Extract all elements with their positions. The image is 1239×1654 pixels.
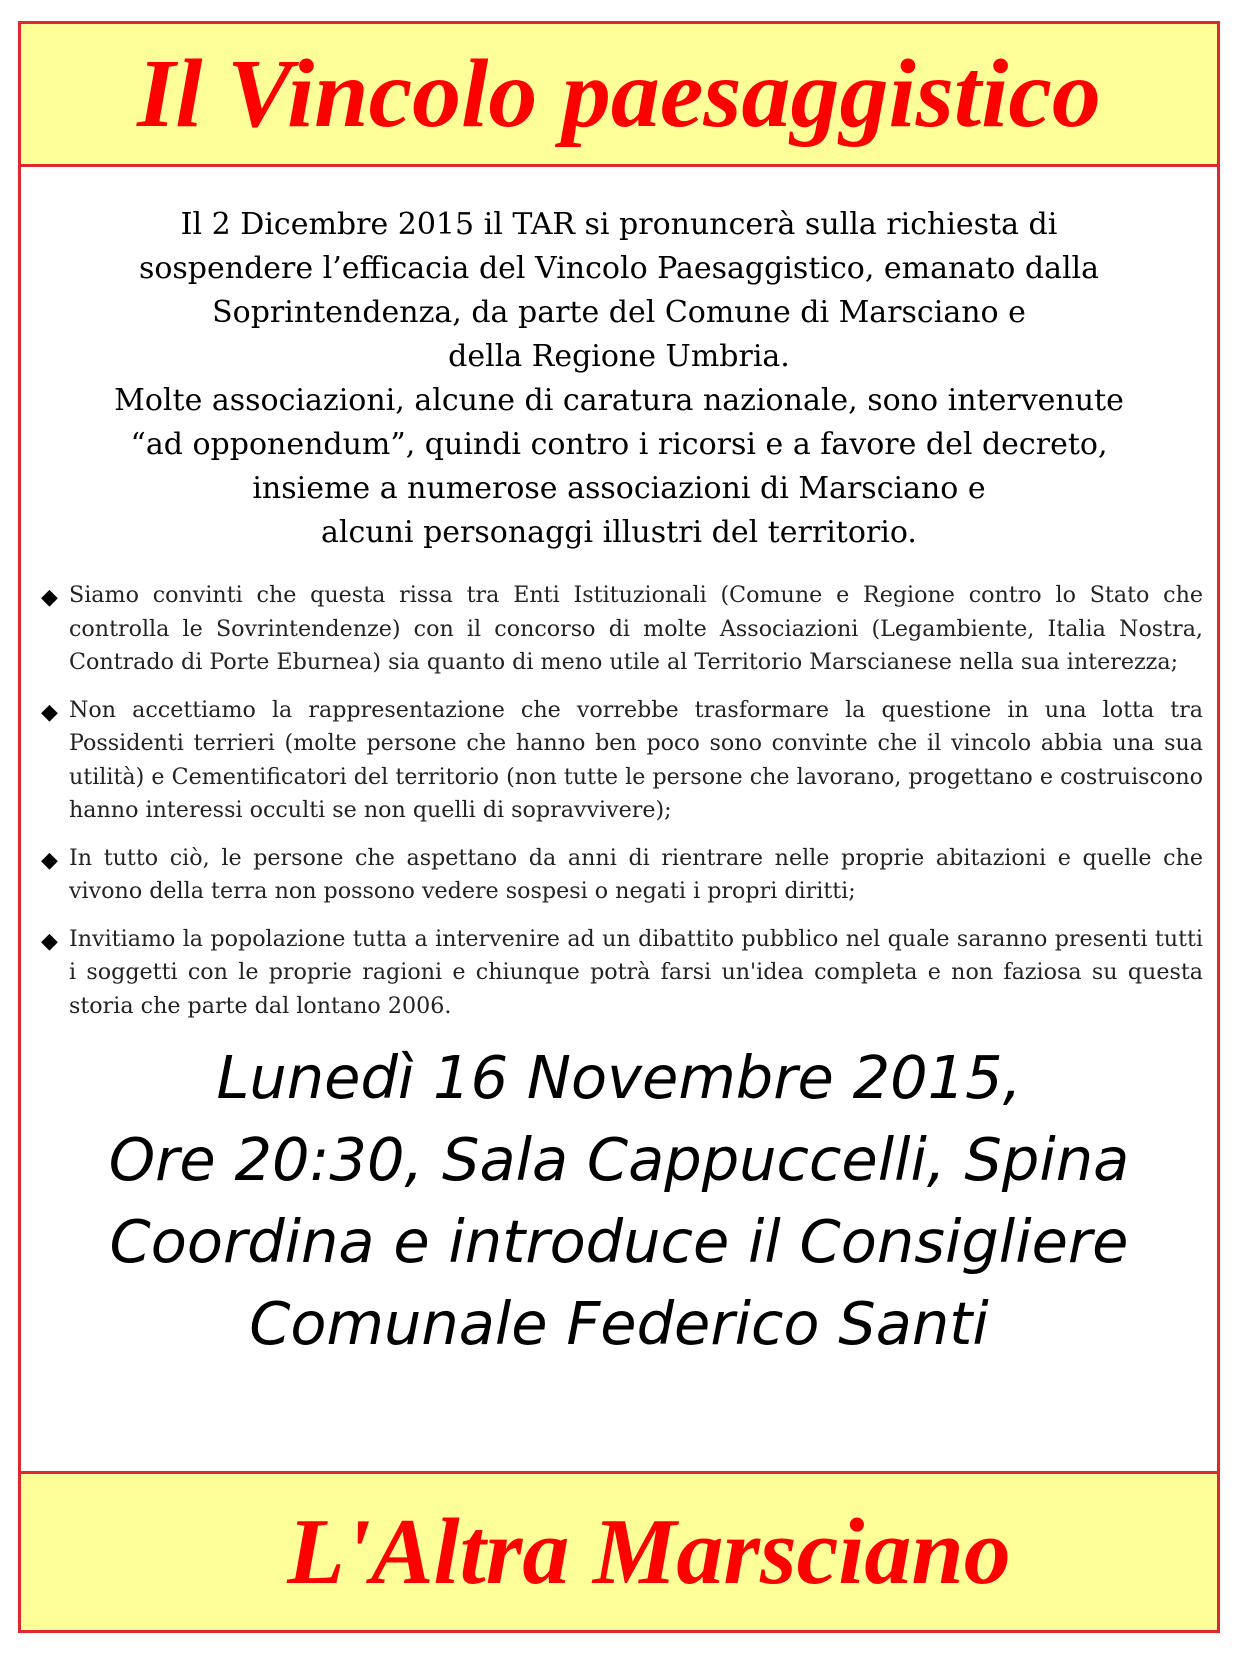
event-moderator-name: Comunale Federico Santi (249, 1289, 989, 1358)
bullet-list (41, 579, 1203, 1037)
bullet-text: Siamo convinti che questa rissa tra Enti Istituzionali (Comune e Regione contro lo Stato che controlla le Sovrintendenze) con il concorso di molte Associazioni (Legambiente, Italia Nostra, Contrado di Porte Eburnea) sia quanto di meno utile al Territorio Marscianese nella sua interezza; (69, 582, 1203, 675)
bullet-item (41, 694, 1203, 828)
intro-line: “ad opponendum”, quindi contro i ricorsi e a favore del decreto, (130, 427, 1108, 462)
poster-body (21, 167, 1217, 1471)
bullet-text: Invitiamo la popolazione tutta a intervenire ad un dibattito pubblico nel quale saranno presenti tutti i soggetti con le proprie ragioni e chiunque potrà farsi un'idea completa e non faziosa su questa storia che parte dal lontano 2006. (69, 925, 1203, 1019)
intro-line: sospendere l’efficacia del Vincolo Paesaggistico, emanato dalla (138, 251, 1100, 286)
event-date: Lunedì 16 Novembre 2015, (216, 1043, 1022, 1112)
bullet-item (41, 842, 1203, 909)
event-details (21, 1037, 1217, 1365)
intro-line: alcuni personaggi illustri del territorio. (321, 515, 917, 550)
poster-title: Il Vincolo paesaggistico (137, 40, 1101, 148)
diamond-bullet-icon: ◆ (41, 699, 58, 725)
diamond-bullet-icon: ◆ (41, 847, 58, 873)
intro-line: Molte associazioni, alcune di caratura nazionale, sono intervenute (114, 383, 1124, 418)
organization-name: L'Altra Marsciano (287, 1500, 1011, 1604)
intro-line: Il 2 Dicembre 2015 il TAR si pronuncerà sulla richiesta di (180, 207, 1058, 242)
bullet-item (41, 923, 1203, 1024)
header-band (21, 24, 1217, 167)
intro-paragraph (21, 203, 1217, 555)
poster (18, 21, 1220, 1633)
bullet-text: In tutto ciò, le persone che aspettano da anni di rientrare nelle proprie abitazioni e quelle che vivono della terra non possono vedere sospesi o negati i propri diritti; (69, 844, 1203, 904)
bullet-text: Non accettiamo la rappresentazione che vorrebbe trasformare la questione in una lotta tra Possidenti terrieri (molte persone che hanno ben poco sono convinte che il vincolo abbia una sua utilità) e Cementificatori del territorio (non tutte le persone che lavorano, progettano e costruiscono hanno interessi occulti se non quelli di sopravvivere); (69, 696, 1203, 823)
intro-line: Soprintendenza, da parte del Comune di Marsciano e (212, 295, 1026, 330)
intro-line: insieme a numerose associazioni di Marsciano e (252, 471, 986, 506)
diamond-bullet-icon: ◆ (41, 928, 58, 954)
footer-band (21, 1471, 1217, 1630)
event-time-place: Ore 20:30, Sala Cappuccelli, Spina (108, 1125, 1130, 1194)
bullet-item (41, 579, 1203, 680)
intro-line: della Regione Umbria. (448, 339, 790, 374)
event-moderator: Coordina e introduce il Consigliere (109, 1207, 1129, 1276)
diamond-bullet-icon: ◆ (41, 585, 58, 610)
